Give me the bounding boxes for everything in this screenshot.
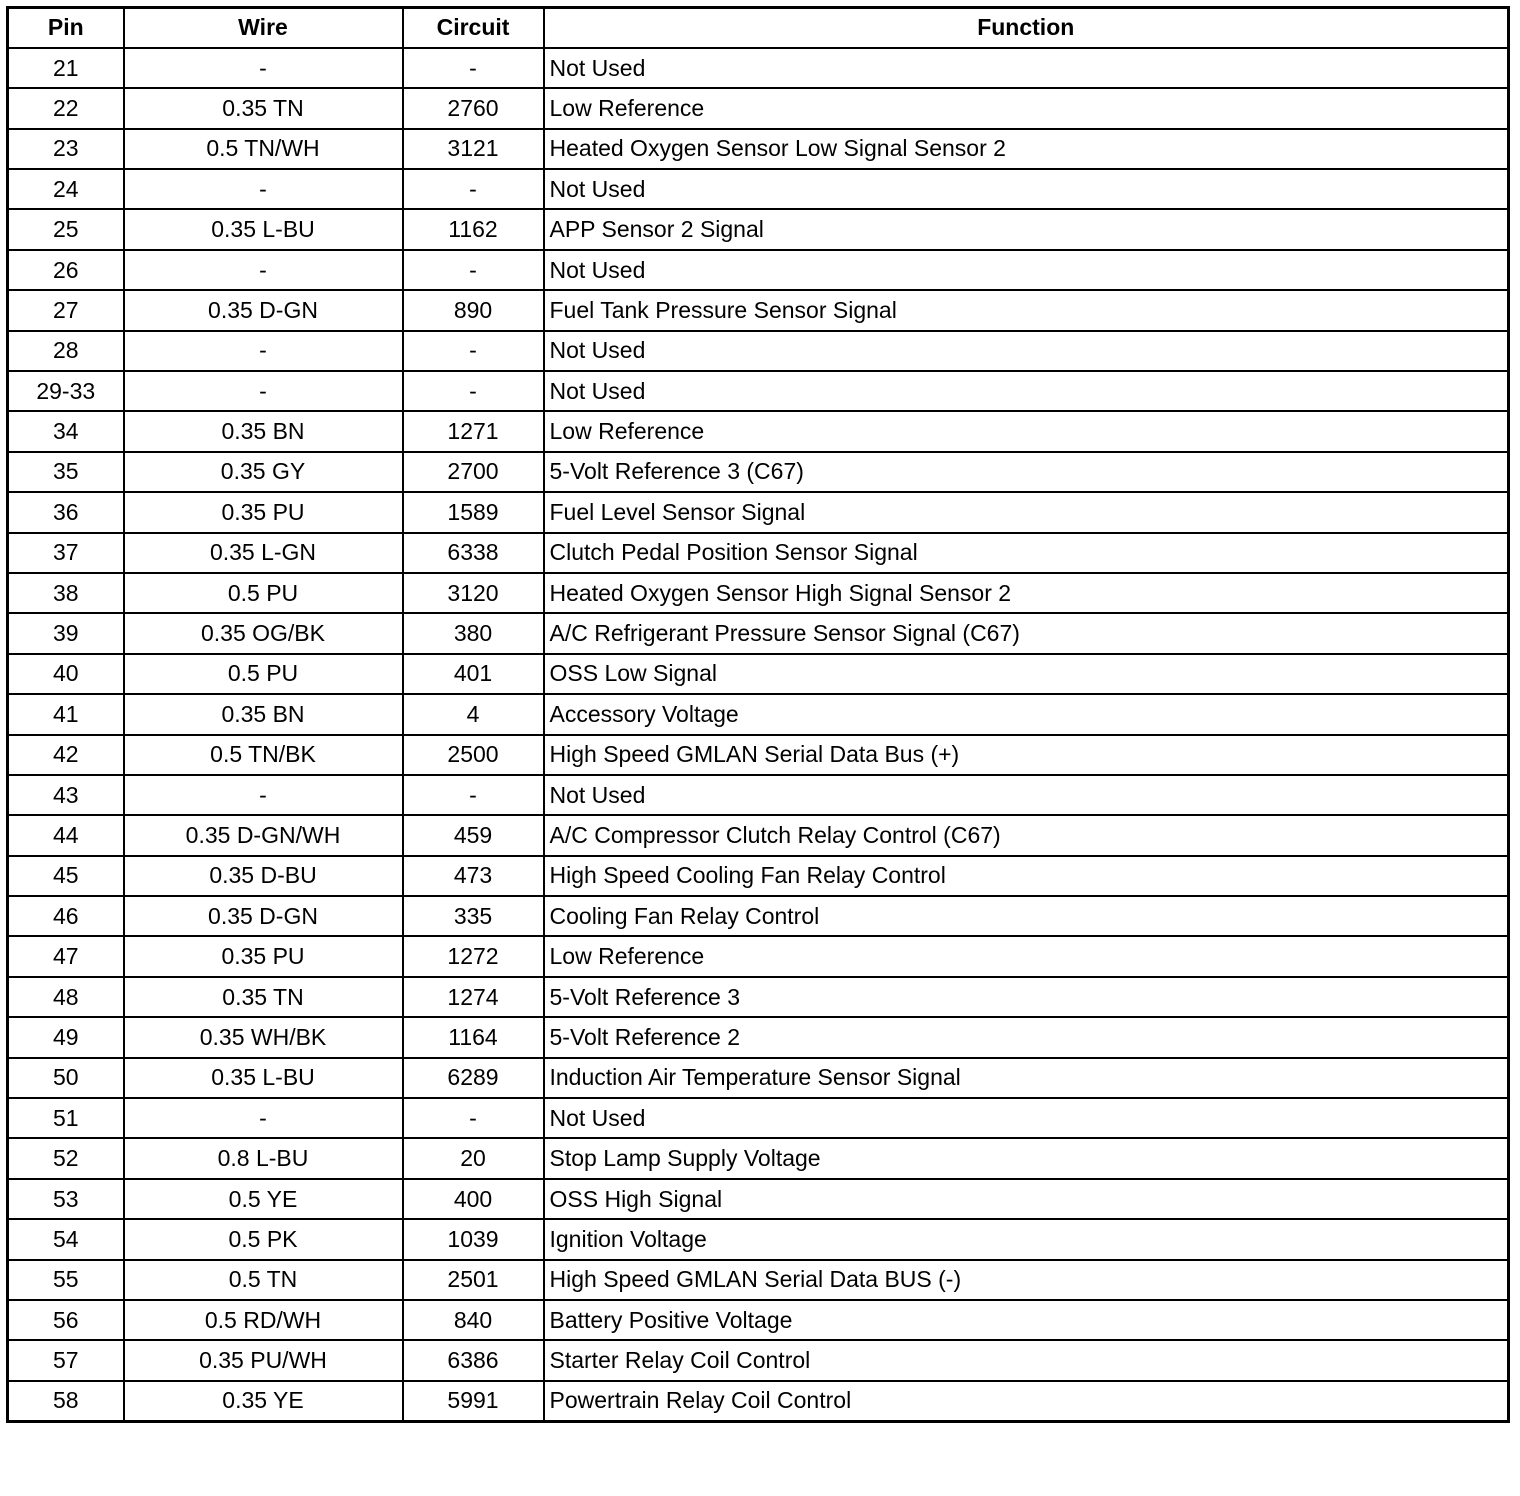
cell-function: Battery Positive Voltage <box>544 1300 1509 1340</box>
header-wire: Wire <box>124 8 403 48</box>
cell-wire: 0.35 OG/BK <box>124 613 403 653</box>
cell-wire: - <box>124 1098 403 1138</box>
cell-pin: 23 <box>8 129 124 169</box>
cell-function: OSS High Signal <box>544 1179 1509 1219</box>
cell-function: Clutch Pedal Position Sensor Signal <box>544 533 1509 573</box>
cell-pin: 29-33 <box>8 371 124 411</box>
cell-circuit: 335 <box>403 896 544 936</box>
cell-pin: 21 <box>8 48 124 88</box>
cell-circuit: - <box>403 250 544 290</box>
cell-function: Fuel Tank Pressure Sensor Signal <box>544 290 1509 330</box>
table-row <box>8 88 1509 128</box>
cell-circuit: - <box>403 775 544 815</box>
cell-circuit: 473 <box>403 856 544 896</box>
cell-circuit: 1274 <box>403 977 544 1017</box>
cell-function: 5-Volt Reference 2 <box>544 1017 1509 1057</box>
cell-function: Not Used <box>544 169 1509 209</box>
cell-function: High Speed Cooling Fan Relay Control <box>544 856 1509 896</box>
cell-circuit: - <box>403 169 544 209</box>
cell-circuit: 3121 <box>403 129 544 169</box>
cell-wire: 0.35 D-GN <box>124 896 403 936</box>
cell-function: 5-Volt Reference 3 <box>544 977 1509 1017</box>
cell-wire: 0.5 YE <box>124 1179 403 1219</box>
cell-pin: 56 <box>8 1300 124 1340</box>
table-row <box>8 331 1509 371</box>
cell-function: Powertrain Relay Coil Control <box>544 1381 1509 1421</box>
table-row <box>8 1058 1509 1098</box>
cell-wire: 0.35 BN <box>124 411 403 451</box>
table-row <box>8 1260 1509 1300</box>
cell-wire: 0.8 L-BU <box>124 1138 403 1178</box>
cell-circuit: 1271 <box>403 411 544 451</box>
cell-circuit: 890 <box>403 290 544 330</box>
cell-pin: 51 <box>8 1098 124 1138</box>
cell-wire: 0.35 YE <box>124 1381 403 1421</box>
cell-function: Not Used <box>544 331 1509 371</box>
cell-circuit: 401 <box>403 654 544 694</box>
table-row <box>8 209 1509 249</box>
table-row <box>8 290 1509 330</box>
cell-pin: 44 <box>8 815 124 855</box>
table-row <box>8 896 1509 936</box>
table-row <box>8 1179 1509 1219</box>
cell-circuit: 2501 <box>403 1260 544 1300</box>
cell-pin: 42 <box>8 735 124 775</box>
cell-pin: 24 <box>8 169 124 209</box>
cell-function: Heated Oxygen Sensor Low Signal Sensor 2 <box>544 129 1509 169</box>
cell-wire: 0.35 D-BU <box>124 856 403 896</box>
cell-circuit: 6386 <box>403 1340 544 1380</box>
table-row <box>8 1381 1509 1421</box>
cell-circuit: 2760 <box>403 88 544 128</box>
cell-wire: 0.35 L-GN <box>124 533 403 573</box>
cell-wire: 0.5 PU <box>124 654 403 694</box>
cell-circuit: 1162 <box>403 209 544 249</box>
cell-pin: 50 <box>8 1058 124 1098</box>
table-row <box>8 775 1509 815</box>
table-row <box>8 48 1509 88</box>
cell-wire: 0.35 D-GN/WH <box>124 815 403 855</box>
cell-circuit: - <box>403 331 544 371</box>
cell-function: Cooling Fan Relay Control <box>544 896 1509 936</box>
cell-pin: 38 <box>8 573 124 613</box>
cell-pin: 52 <box>8 1138 124 1178</box>
cell-pin: 48 <box>8 977 124 1017</box>
cell-function: Low Reference <box>544 411 1509 451</box>
cell-circuit: 2700 <box>403 452 544 492</box>
cell-pin: 47 <box>8 936 124 976</box>
cell-wire: 0.35 TN <box>124 977 403 1017</box>
cell-pin: 27 <box>8 290 124 330</box>
cell-function: Stop Lamp Supply Voltage <box>544 1138 1509 1178</box>
table-row <box>8 411 1509 451</box>
cell-pin: 49 <box>8 1017 124 1057</box>
table-row <box>8 856 1509 896</box>
table-row <box>8 977 1509 1017</box>
header-pin: Pin <box>8 8 124 48</box>
cell-function: Not Used <box>544 250 1509 290</box>
cell-wire: 0.5 TN/BK <box>124 735 403 775</box>
cell-function: Low Reference <box>544 936 1509 976</box>
cell-pin: 55 <box>8 1260 124 1300</box>
cell-wire: - <box>124 250 403 290</box>
cell-wire: - <box>124 169 403 209</box>
cell-function: APP Sensor 2 Signal <box>544 209 1509 249</box>
header-circuit: Circuit <box>403 8 544 48</box>
cell-pin: 46 <box>8 896 124 936</box>
cell-function: OSS Low Signal <box>544 654 1509 694</box>
cell-pin: 35 <box>8 452 124 492</box>
cell-pin: 43 <box>8 775 124 815</box>
cell-wire: 0.35 WH/BK <box>124 1017 403 1057</box>
cell-circuit: 2500 <box>403 735 544 775</box>
cell-function: Not Used <box>544 775 1509 815</box>
cell-circuit: 6338 <box>403 533 544 573</box>
table-row <box>8 735 1509 775</box>
cell-wire: - <box>124 331 403 371</box>
cell-function: A/C Compressor Clutch Relay Control (C67) <box>544 815 1509 855</box>
cell-pin: 34 <box>8 411 124 451</box>
table-row <box>8 654 1509 694</box>
cell-circuit: 1164 <box>403 1017 544 1057</box>
cell-pin: 25 <box>8 209 124 249</box>
cell-function: High Speed GMLAN Serial Data BUS (-) <box>544 1260 1509 1300</box>
cell-wire: 0.5 TN <box>124 1260 403 1300</box>
cell-pin: 53 <box>8 1179 124 1219</box>
cell-function: Accessory Voltage <box>544 694 1509 734</box>
cell-pin: 26 <box>8 250 124 290</box>
cell-function: A/C Refrigerant Pressure Sensor Signal (C67) <box>544 613 1509 653</box>
table-row <box>8 573 1509 613</box>
cell-function: 5-Volt Reference 3 (C67) <box>544 452 1509 492</box>
table-row <box>8 492 1509 532</box>
cell-pin: 41 <box>8 694 124 734</box>
table-row <box>8 1340 1509 1380</box>
cell-wire: 0.35 PU <box>124 492 403 532</box>
cell-wire: 0.5 TN/WH <box>124 129 403 169</box>
cell-pin: 57 <box>8 1340 124 1380</box>
cell-pin: 54 <box>8 1219 124 1259</box>
table-row <box>8 1138 1509 1178</box>
cell-circuit: 1039 <box>403 1219 544 1259</box>
cell-pin: 45 <box>8 856 124 896</box>
table-row <box>8 169 1509 209</box>
cell-function: Induction Air Temperature Sensor Signal <box>544 1058 1509 1098</box>
cell-circuit: 4 <box>403 694 544 734</box>
cell-function: Not Used <box>544 371 1509 411</box>
cell-function: Low Reference <box>544 88 1509 128</box>
cell-wire: - <box>124 48 403 88</box>
table-row <box>8 1098 1509 1138</box>
cell-wire: 0.35 L-BU <box>124 1058 403 1098</box>
cell-function: Ignition Voltage <box>544 1219 1509 1259</box>
table-row <box>8 613 1509 653</box>
table-row <box>8 1017 1509 1057</box>
table-row <box>8 371 1509 411</box>
cell-function: Fuel Level Sensor Signal <box>544 492 1509 532</box>
cell-function: Starter Relay Coil Control <box>544 1340 1509 1380</box>
cell-pin: 58 <box>8 1381 124 1421</box>
cell-wire: 0.35 PU <box>124 936 403 976</box>
cell-function: Heated Oxygen Sensor High Signal Sensor 2 <box>544 573 1509 613</box>
table-row <box>8 936 1509 976</box>
cell-wire: 0.35 D-GN <box>124 290 403 330</box>
cell-circuit: 6289 <box>403 1058 544 1098</box>
cell-function: Not Used <box>544 48 1509 88</box>
cell-circuit: - <box>403 1098 544 1138</box>
table-row <box>8 452 1509 492</box>
cell-wire: 0.5 RD/WH <box>124 1300 403 1340</box>
cell-pin: 40 <box>8 654 124 694</box>
table-row <box>8 1300 1509 1340</box>
cell-wire: 0.35 GY <box>124 452 403 492</box>
cell-circuit: 459 <box>403 815 544 855</box>
table-body <box>8 48 1509 1421</box>
cell-wire: 0.35 L-BU <box>124 209 403 249</box>
cell-wire: 0.5 PK <box>124 1219 403 1259</box>
cell-circuit: 5991 <box>403 1381 544 1421</box>
cell-pin: 39 <box>8 613 124 653</box>
cell-circuit: 1272 <box>403 936 544 976</box>
table-row <box>8 250 1509 290</box>
cell-pin: 28 <box>8 331 124 371</box>
cell-wire: 0.35 TN <box>124 88 403 128</box>
cell-circuit: 3120 <box>403 573 544 613</box>
cell-circuit: 400 <box>403 1179 544 1219</box>
cell-circuit: 20 <box>403 1138 544 1178</box>
table-row <box>8 129 1509 169</box>
connector-pinout-table <box>6 6 1510 1423</box>
table-row <box>8 815 1509 855</box>
table-header-row <box>8 8 1509 48</box>
cell-wire: 0.5 PU <box>124 573 403 613</box>
table-row <box>8 1219 1509 1259</box>
cell-circuit: 1589 <box>403 492 544 532</box>
cell-wire: 0.35 PU/WH <box>124 1340 403 1380</box>
cell-function: Not Used <box>544 1098 1509 1138</box>
cell-circuit: - <box>403 371 544 411</box>
cell-wire: - <box>124 371 403 411</box>
cell-pin: 22 <box>8 88 124 128</box>
cell-pin: 37 <box>8 533 124 573</box>
cell-circuit: - <box>403 48 544 88</box>
cell-pin: 36 <box>8 492 124 532</box>
table-row <box>8 533 1509 573</box>
cell-function: High Speed GMLAN Serial Data Bus (+) <box>544 735 1509 775</box>
cell-circuit: 380 <box>403 613 544 653</box>
table-row <box>8 694 1509 734</box>
cell-circuit: 840 <box>403 1300 544 1340</box>
cell-wire: - <box>124 775 403 815</box>
cell-wire: 0.35 BN <box>124 694 403 734</box>
header-function: Function <box>544 8 1509 48</box>
